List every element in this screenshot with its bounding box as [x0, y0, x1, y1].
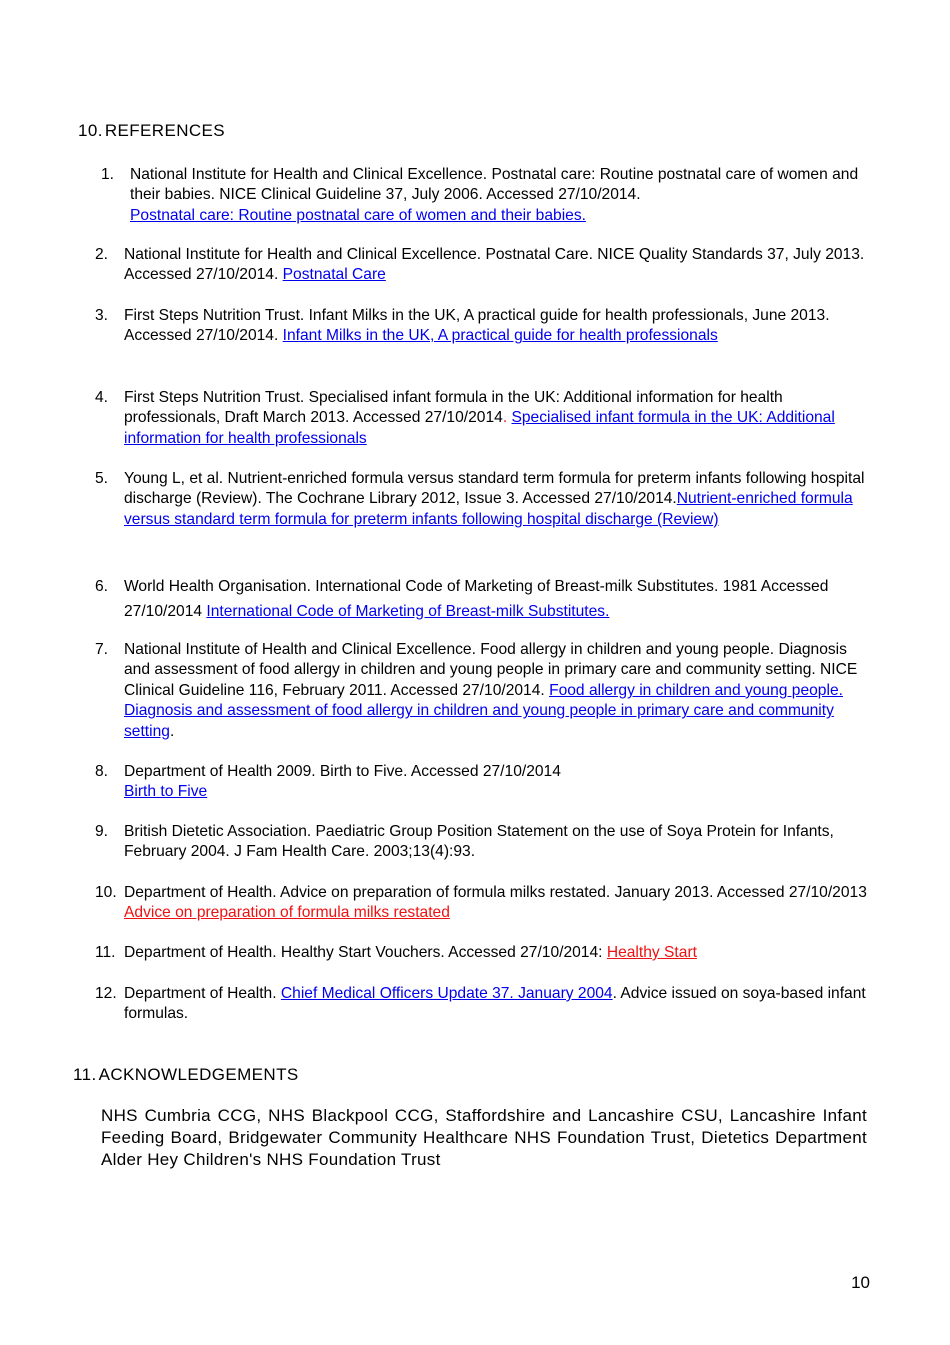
reference-text: National Institute of Health and Clinical Excellence. Food allergy in children and young people. Diagnosis and assessment of food allergy in children and young people in primary care and community setting. NICE Clinical Guideline 116, February 2011. Accessed 27/10/2014. [124, 641, 858, 699]
reference-text: First Steps Nutrition Trust. Specialised infant formula in the UK: Additional information for health professionals, Draft March 2013. Accessed 27/10/2014 [124, 389, 783, 427]
reference-text: World Health Organisation. International Code of Marketing of Breast-milk Substitutes. 1981 Accessed 27/10/2014 [124, 578, 829, 620]
reference-number: 6. [95, 578, 109, 595]
reference-link-healthy-start[interactable]: Healthy Start [606, 944, 697, 961]
acknowledgements-heading-number: 11. [73, 1065, 97, 1084]
reference-text-trailing: . [169, 722, 175, 740]
reference-item-8 [95, 762, 870, 803]
reference-text: Department of Health. Advice on preparation of formula milks restated. January 2013. Accessed 27/10/2013 [124, 884, 867, 901]
reference-item-10 [95, 883, 870, 924]
reference-number: 3. [95, 307, 109, 324]
reference-number: 11. [95, 944, 116, 961]
reference-item-11 [95, 943, 870, 963]
reference-number: 8. [95, 763, 109, 780]
reference-number: 7. [95, 641, 109, 658]
reference-text: Department of Health 2009. Birth to Five. Accessed 27/10/2014 [124, 763, 561, 780]
references-heading-title: REFERENCES [104, 121, 226, 140]
reference-number: 1. [101, 166, 115, 183]
reference-number: 4. [95, 389, 109, 406]
reference-link-postnatal-care-guideline[interactable]: Postnatal care: Routine postnatal care of women and their babies. [130, 206, 586, 224]
reference-item-9 [95, 822, 870, 863]
reference-item-1 [101, 165, 871, 226]
reference-item-3 [95, 306, 870, 347]
reference-link-specialised-formula[interactable]: Specialised infant formula in the UK: Additional information for health professionals [124, 409, 835, 447]
references-heading [78, 121, 225, 141]
reference-text-trailing: . Advice issued on soya-based infant formulas. [124, 985, 866, 1023]
reference-number: 10. [95, 884, 117, 901]
reference-link-cmo-update[interactable]: Chief Medical Officers Update 37. January 2004 [280, 985, 613, 1002]
reference-item-2 [95, 245, 870, 286]
reference-red-punctuation: . [502, 409, 512, 427]
reference-link-infant-milks[interactable]: Infant Milks in the UK, A practical guide for health professionals [282, 327, 718, 345]
references-heading-number: 10. [78, 121, 103, 140]
reference-item-5 [95, 469, 870, 530]
acknowledgements-heading-title: ACKNOWLEDGEMENTS [98, 1065, 299, 1084]
reference-link-food-allergy[interactable]: Food allergy in children and young people. Diagnosis and assessment of food allergy in children and young people in primary care and community setting [124, 681, 843, 740]
reference-link-formula-preparation[interactable]: Advice on preparation of formula milks restated [124, 904, 450, 922]
reference-link-international-code[interactable]: International Code of Marketing of Breast-milk Substitutes. [206, 602, 610, 620]
reference-text: First Steps Nutrition Trust. Infant Milks in the UK, A practical guide for health professionals, June 2013. Accessed 27/10/2014. [124, 307, 830, 345]
reference-item-12 [95, 984, 870, 1025]
reference-number: 2. [95, 246, 109, 263]
reference-text: National Institute for Health and Clinical Excellence. Postnatal Care. NICE Quality Standards 37, July 2013. Accessed 27/10/2014. [124, 246, 865, 284]
reference-text: National Institute for Health and Clinical Excellence. Postnatal care: Routine postnatal care of women and their babies. NICE Clinical Guideline 37, July 2006. Accessed 27/10/2014. [130, 166, 859, 204]
reference-item-7 [95, 640, 870, 742]
reference-number: 12. [95, 985, 117, 1002]
reference-number: 9. [95, 823, 109, 840]
reference-text: Department of Health. Healthy Start Vouchers. Accessed 27/10/2014: [124, 944, 607, 961]
page-number: 10 [851, 1273, 870, 1292]
reference-text: British Dietetic Association. Paediatric Group Position Statement on the use of Soya Protein for Infants, February 2004. J Fam Health Care. 2003;13(4):93. [124, 823, 834, 861]
reference-item-6 [95, 575, 870, 624]
reference-link-nutrient-enriched-formula[interactable]: Nutrient-enriched formula versus standard term formula for preterm infants following hospital discharge (Review) [124, 490, 853, 528]
reference-link-postnatal-care[interactable]: Postnatal Care [282, 266, 386, 284]
reference-link-birth-to-five[interactable]: Birth to Five [124, 783, 208, 801]
reference-text: Young L, et al. Nutrient-enriched formula versus standard term formula for preterm infants following hospital discharge (Review). The Cochrane Library 2012, Issue 3. Accessed 27/10/2014. [124, 470, 865, 508]
acknowledgements-text: NHS Cumbria CCG, NHS Blackpool CCG, Staffordshire and Lancashire CSU, Lancashire Infant Feeding Board, Bridgewater Community Healthcare NHS Foundation Trust, Dietetics Department Alder Hey Children's NHS Foundation Trust [101, 1106, 867, 1170]
reference-text: Department of Health. [124, 985, 281, 1002]
reference-number: 5. [95, 470, 109, 487]
acknowledgements-heading [73, 1065, 299, 1085]
reference-item-4 [95, 388, 870, 449]
